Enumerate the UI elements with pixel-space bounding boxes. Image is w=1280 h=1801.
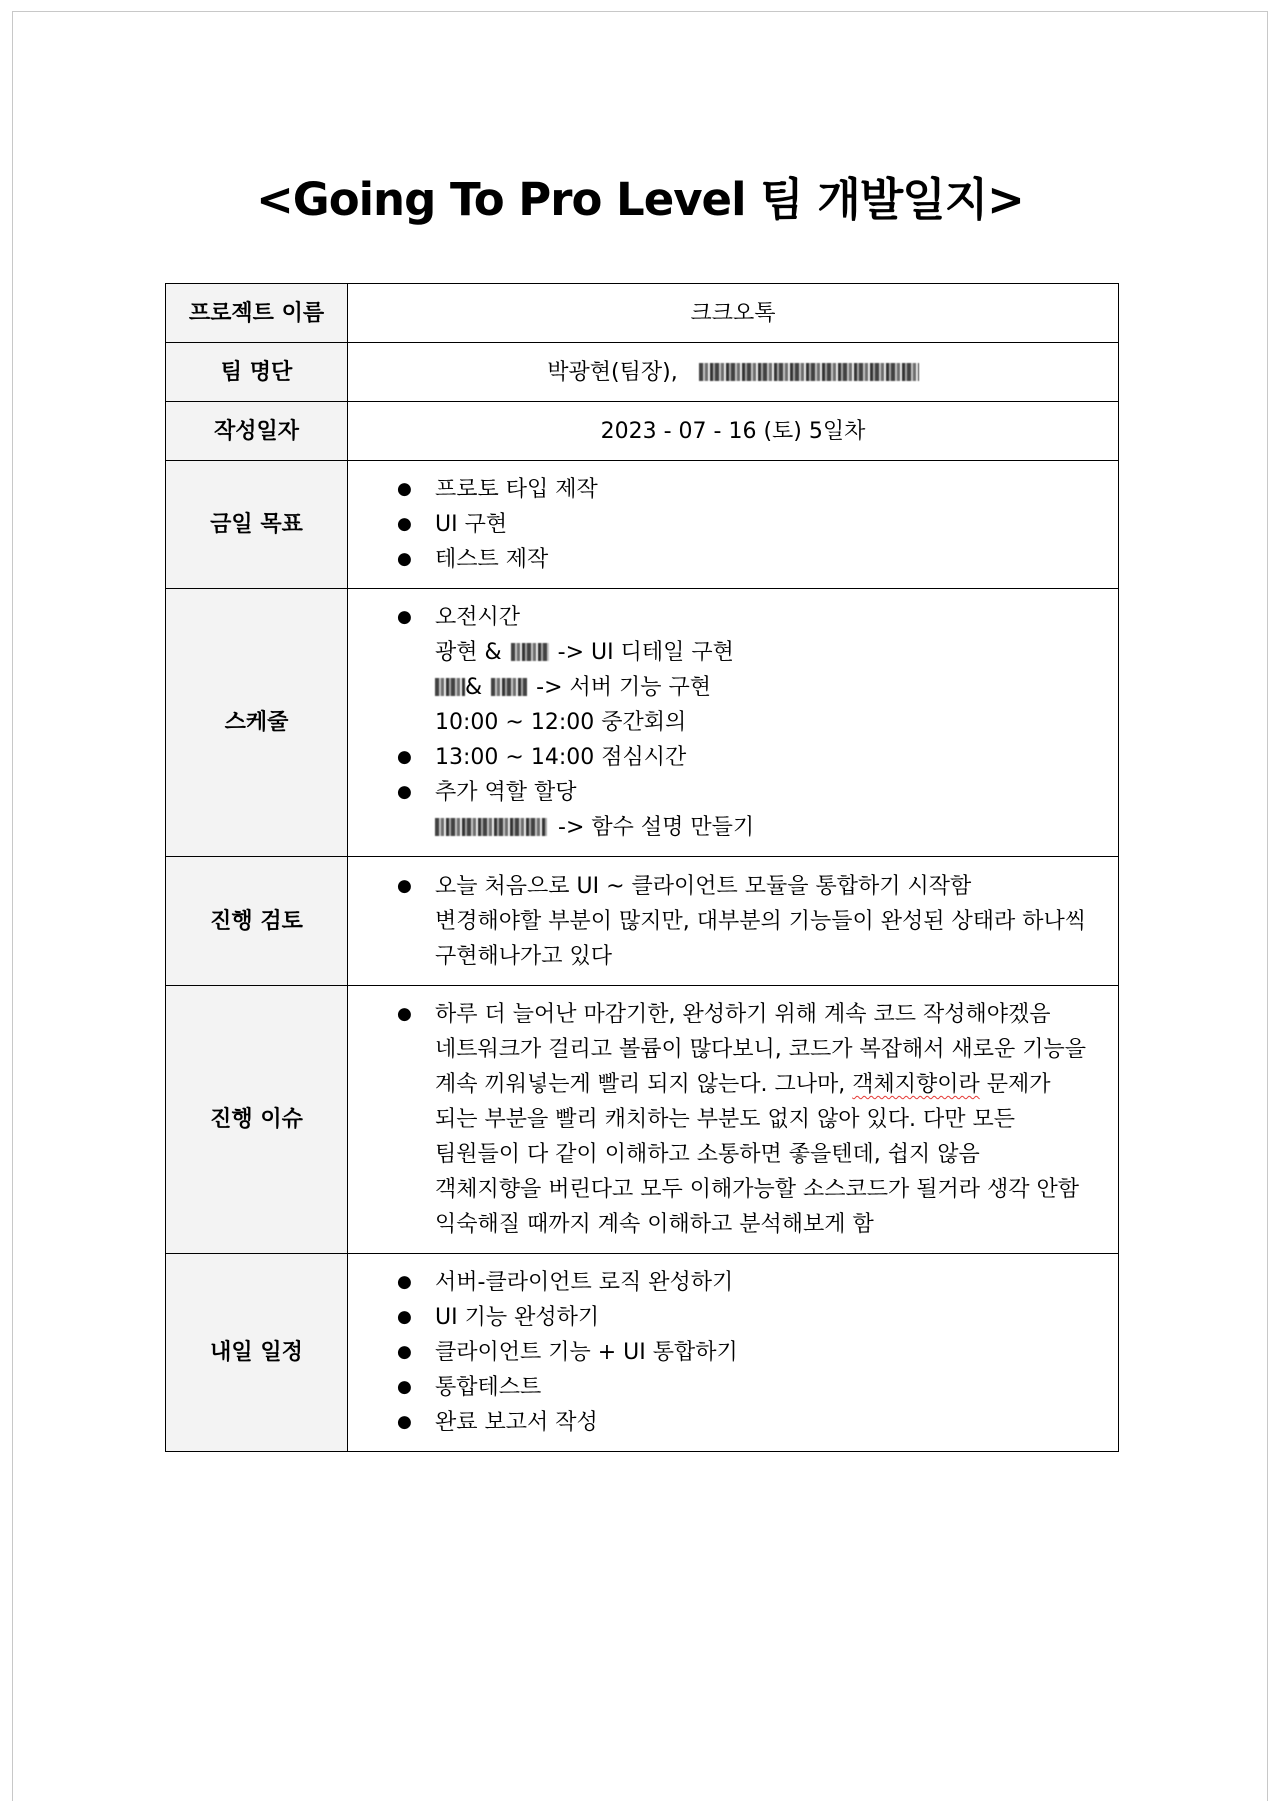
label-schedule: 스케줄 — [166, 589, 348, 857]
value-review — [348, 857, 1119, 986]
list-item: ● 서버-클라이언트 로직 완성하기 — [397, 1265, 1108, 1300]
list-item: ● UI 구현 — [397, 507, 1108, 542]
redacted-name — [435, 818, 547, 836]
schedule-subline: & -> 서버 기능 구현 — [435, 670, 1108, 705]
spellcheck-underline: 객체지향이라 — [852, 1072, 980, 1097]
value-goal — [348, 461, 1119, 589]
row-date — [166, 402, 1119, 461]
list-item: ● 하루 더 늘어난 마감기한, 완성하기 위해 계속 코드 작성해야겠음 네트워크가 걸리고 볼륨이 많다보니, 코드가 복잡해서 새로운 기능을 계속 끼워넣는게 빨리 되지 않는다. 그나마, 객체지향이라 문제가 되는 부분을 빨리 캐치하는 부분도 없지 않아 있다. 다만 모든 팀원들이 다 같이 이해하고 소통하면 좋을텐데, 쉽지 않음 객체지향을 버린다고 모두 이해가능할 소스코드가 될거라 생각 안함 익숙해질 때까지 계속 이해하고 분석해보게 함 — [397, 997, 1108, 1242]
value-date: 2023 - 07 - 16 (토) 5일차 — [348, 402, 1119, 461]
label-team: 팀 명단 — [166, 343, 348, 402]
redacted-name — [435, 678, 465, 696]
value-project: 크크오톡 — [348, 284, 1119, 343]
list-item: ● UI 기능 완성하기 — [397, 1300, 1108, 1335]
row-tomorrow — [166, 1254, 1119, 1452]
row-schedule — [166, 589, 1119, 857]
row-project — [166, 284, 1119, 343]
list-item: ● 통합테스트 — [397, 1370, 1108, 1405]
schedule-subline: -> 함수 설명 만들기 — [435, 810, 1108, 845]
list-item: ● 프로토 타입 제작 — [397, 472, 1108, 507]
redacted-members — [699, 363, 919, 381]
dev-log-table — [165, 283, 1119, 1452]
value-schedule — [348, 589, 1119, 857]
list-item: ● 추가 역할 할당 -> 함수 설명 만들기 — [397, 775, 1108, 845]
value-issues — [348, 986, 1119, 1254]
list-item: ● 오늘 처음으로 UI ~ 클라이언트 모듈을 통합하기 시작함 변경해야할 부분이 많지만, 대부분의 기능들이 완성된 상태라 하나씩 구현해나가고 있다 — [397, 869, 1108, 974]
list-item: ● 오전시간 광현 & -> UI 디테일 구현 & -> 서버 기능 구현 10:00 ~ 12:00 중간회의 — [397, 600, 1108, 740]
row-goal — [166, 461, 1119, 589]
value-team — [348, 343, 1119, 402]
label-issues: 진행 이슈 — [166, 986, 348, 1254]
list-item: ● 13:00 ~ 14:00 점심시간 — [397, 740, 1108, 775]
team-leader: 박광현(팀장), — [547, 359, 678, 385]
redacted-name — [491, 678, 527, 696]
schedule-subline: 광현 & -> UI 디테일 구현 — [435, 640, 734, 665]
document-title: <Going To Pro Level 팀 개발일지> — [256, 173, 1024, 226]
list-item: ● 완료 보고서 작성 — [397, 1405, 1108, 1440]
label-date: 작성일자 — [166, 402, 348, 461]
row-team — [166, 343, 1119, 402]
row-review — [166, 857, 1119, 986]
label-goal: 금일 목표 — [166, 461, 348, 589]
list-item: ● 테스트 제작 — [397, 542, 1108, 577]
value-tomorrow — [348, 1254, 1119, 1452]
label-review: 진행 검토 — [166, 857, 348, 986]
redacted-name — [511, 643, 549, 661]
row-issues — [166, 986, 1119, 1254]
label-tomorrow: 내일 일정 — [166, 1254, 348, 1452]
list-item: ● 클라이언트 기능 + UI 통합하기 — [397, 1335, 1108, 1370]
label-project: 프로젝트 이름 — [166, 284, 348, 343]
